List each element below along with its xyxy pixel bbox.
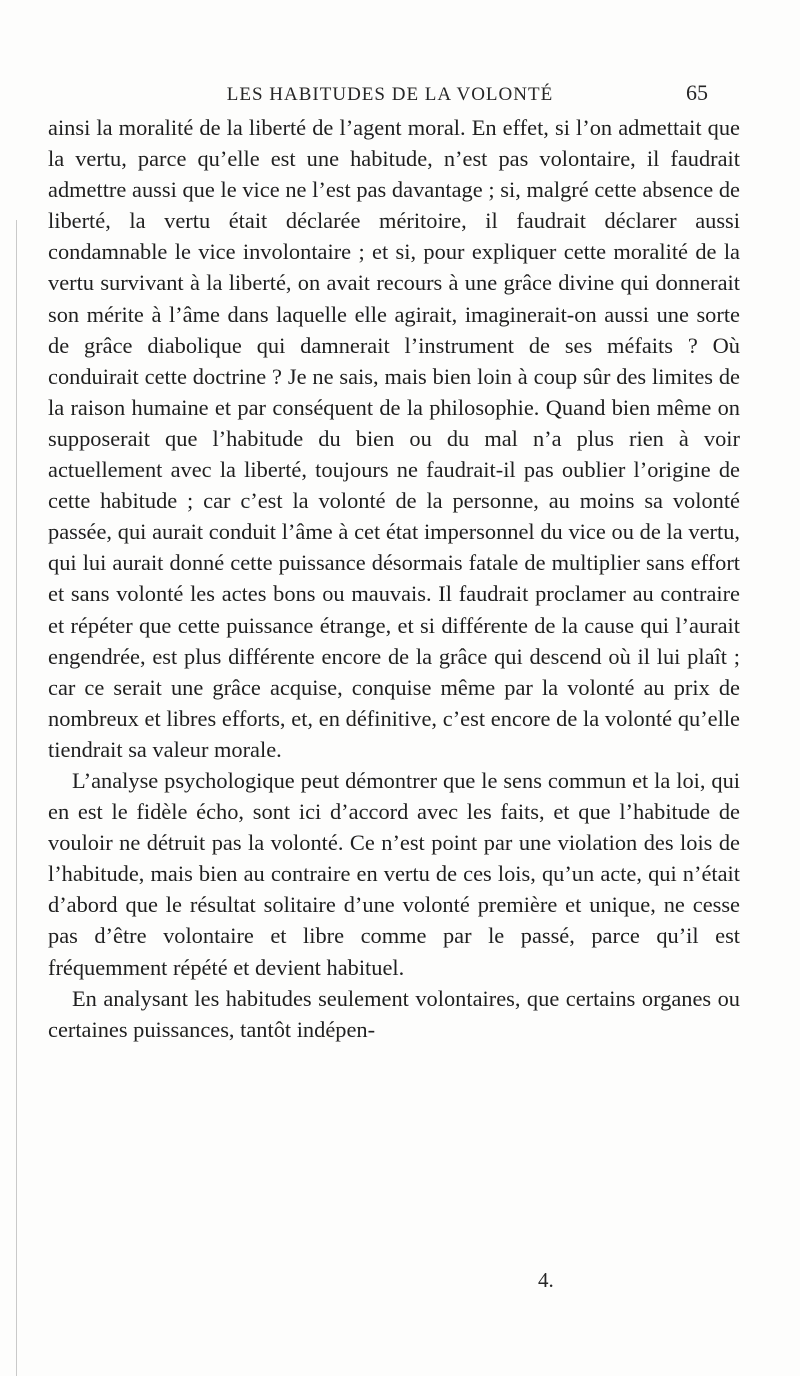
paragraph-1: ainsi la moralité de la liberté de l’agent moral. En effet, si l’on admettait que la vertu, parce qu’elle est une habitude, n’est pas volontaire, il faudrait admettre aussi que le vice ne l’est pas davantage ; si, malgré cette absence de liberté, la vertu était déclarée méritoire, il faudrait déclarer aussi condamnable le vice involontaire ; et si, pour expliquer cette moralité de la vertu survivant à la liberté, on avait recours à une grâce divine qui donnerait son mérite à l’âme dans laquelle elle agirait, imaginerait-on aussi une sorte de grâce diabolique qui damnerait l’instrument de ses méfaits ? Où conduirait cette doctrine ? Je ne sais, mais bien loin à coup sûr des limites de la raison humaine et par conséquent de la philosophie. Quand bien même on supposerait que l’habitude du bien ou du mal n’a plus rien à voir actuellement avec la liberté, toujours ne faudrait-il pas oublier l’origine de cette habitude ; car c’est la volonté de la personne, au moins sa volonté passée, qui aurait conduit l’âme à cet état impersonnel du vice ou de la vertu, qui lui aurait donné cette puissance désormais fatale de multiplier sans effort et sans volonté les actes bons ou mauvais. Il faudrait proclamer au contraire et répéter que cette puissance étrange, et si différente de la cause qui l’aurait engendrée, est plus différente encore de la grâce qui descend où il lui plaît ; car ce serait une grâce acquise, conquise même par la volonté au prix de nombreux et libres efforts, et, en définitive, c’est encore de la volonté qu’elle tiendrait sa valeur morale. bbox=[48, 115, 740, 762]
running-head: LES HABITUDES DE LA VOLONTÉ bbox=[226, 84, 554, 105]
paragraph-3: En analysant les habitudes seulement volontaires, que certains organes ou certaines puissances, tantôt indépen- bbox=[48, 985, 740, 1042]
paragraph-2: L’analyse psychologique peut démontrer que le sens commun et la loi, qui en est le fidèle écho, sont ici d’accord avec les faits, et que l’habitude de vouloir ne détruit pas la volonté. Ce n’est point par une violation des lois de l’habitude, mais bien au contraire en vertu de ces lois, qu’un acte, qui n’était d’abord que le résultat solitaire d’une volonté première et unique, ne cesse pas d’être volontaire et libre comme par le passé, parce qu’il est fréquemment répété et devient habituel. bbox=[48, 767, 740, 980]
page-edge-shadow bbox=[16, 220, 17, 1376]
body-text bbox=[48, 112, 740, 1045]
signature-mark: 4. bbox=[538, 1268, 554, 1292]
page-number: 65 bbox=[686, 80, 708, 105]
